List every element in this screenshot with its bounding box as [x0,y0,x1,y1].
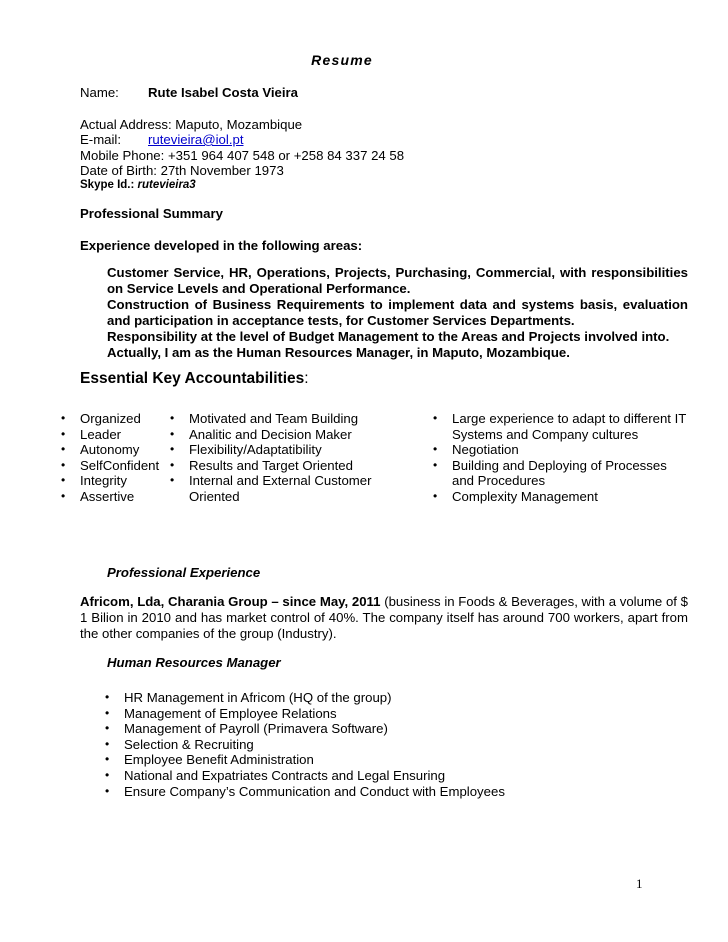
bullet-icon: • [61,473,66,488]
bullet-icon: • [170,442,175,457]
list-item: • Complexity Management [433,488,598,504]
list-item: • Autonomy [61,442,140,458]
skype-line [80,179,196,191]
list-item: • National and Expatriates Contracts and Legal Ensuring [105,767,446,783]
address-line: Actual Address: Maputo, Mozambique [80,117,303,132]
bullet-icon: • [433,411,438,425]
email-label: E-mail: [80,132,122,147]
list-item: • Negotiation [433,442,519,458]
bullet-icon: • [105,752,110,767]
summary-heading: Professional Summary [80,206,223,221]
bullet-icon: • [170,457,175,472]
summary-paragraph: Actually, I am as the Human Resources Manager, in Maputo, Mozambique. [107,345,570,360]
list-item: • Selection & Recruiting [105,736,254,752]
list-item: and Procedures [452,473,546,489]
bullet-icon: • [105,783,110,798]
bullet-icon: • [105,767,110,782]
list-item: • HR Management in Africom (HQ of the group) [105,690,392,705]
email-link[interactable]: rutevieira@iol.pt [148,132,244,147]
accountabilities-heading: Essential Key Accountabilities [80,370,305,387]
skype-value: rutevieira3 [137,179,196,191]
company-name: Africom, Lda, Charania Group – since May, 2011 [80,594,381,609]
bullet-icon: • [433,488,438,503]
company-description: (business in Foods & Beverages, with a volume of $ 1 Bilion in 2010 and has market control of 40%. The company itself has around 700 workers, apart from the other companies of the group (Industry). [80,594,688,641]
name-label: Name: [80,85,119,100]
accountabilities-col1 [61,411,160,505]
phone-line: Mobile Phone: +351 964 407 548 or +258 84 337 24 58 [80,148,405,163]
dob-line: Date of Birth: 27th November 1973 [80,163,284,178]
list-item: • Flexibility/Adaptatibility [170,442,322,458]
email-line [80,132,243,147]
list-item: • Results and Target Oriented [170,457,353,473]
accountabilities-colon: : [304,370,309,387]
bullet-icon: • [61,488,66,503]
list-item: • Motivated and Team Building [170,411,359,426]
bullet-icon: • [61,411,66,425]
name-value: Rute Isabel Costa Vieira [148,85,299,100]
list-item: • Analitic and Decision Maker [170,426,352,442]
list-item: Oriented [189,488,240,504]
list-item: • Management of Employee Relations [105,705,337,721]
company-paragraph [80,594,688,641]
experience-heading: Professional Experience [107,565,261,580]
list-item: • SelfConfident [61,457,160,473]
accountabilities-col3 [433,411,687,505]
list-item: • Ensure Company’s Communication and Conduct with Employees [105,783,505,799]
bullet-icon: • [105,690,110,704]
bullet-icon: • [170,473,175,488]
list-item: • Internal and External Customer [170,473,372,489]
bullet-icon: • [61,442,66,457]
list-item: • Integrity [61,473,127,489]
list-item: • Management of Payroll (Primavera Software) [105,721,388,737]
accountabilities-col2 [170,411,372,505]
bullet-icon: • [433,457,438,472]
summary-paragraphs [107,265,688,361]
bullet-icon: • [105,721,110,736]
document-title: Resume [311,52,373,68]
accountabilities-heading-line [80,370,309,388]
page-number: 1 [636,876,643,891]
role-title: Human Resources Manager [107,655,281,670]
list-item: • Large experience to adapt to different IT [433,411,687,426]
summary-paragraph: Construction of Business Requirements to implement data and systems basis, evaluation and participation in acceptance tests, for Customer Services Departments. [107,297,688,328]
bullet-icon: • [61,457,66,472]
list-item: • Building and Deploying of Processes [433,457,667,473]
summary-paragraph: Customer Service, HR, Operations, Projects, Purchasing, Commercial, with responsibilities on Service Levels and Operational Performance. [107,265,688,296]
bullet-icon: • [170,411,175,425]
bullet-icon: • [61,426,66,441]
bullet-icon: • [433,442,438,457]
list-item: • Assertive [61,488,135,504]
bullet-icon: • [170,426,175,441]
skype-label: Skype Id.: [80,179,135,191]
list-item: • Employee Benefit Administration [105,752,314,768]
duties-list [105,690,505,799]
bullet-icon: • [105,705,110,720]
summary-paragraph: Responsibility at the level of Budget Management to the Areas and Projects involved into. [107,329,670,344]
bullet-icon: • [105,736,110,751]
list-item: • Leader [61,426,122,442]
summary-intro: Experience developed in the following areas: [80,238,363,253]
list-item: Systems and Company cultures [452,426,639,442]
name-line [80,85,298,100]
list-item: • Organized [61,411,141,426]
